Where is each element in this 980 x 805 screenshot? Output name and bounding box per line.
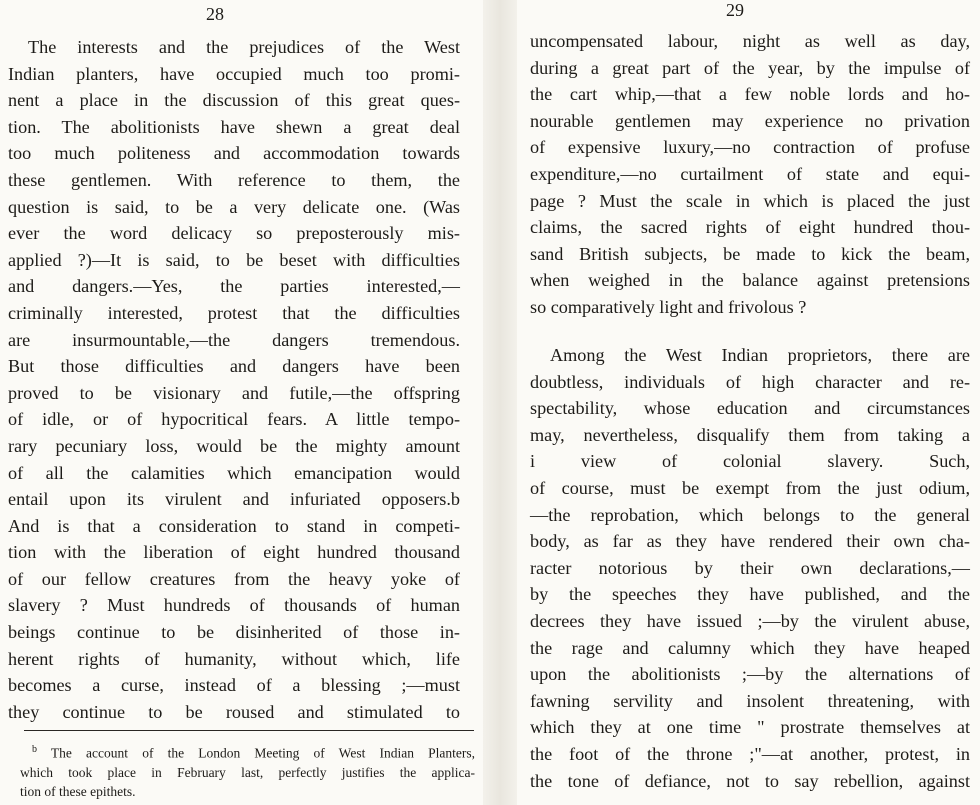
text-line: may, nevertheless, disqualify them from taking a <box>530 424 970 445</box>
text-line: tion. The abolitionists have shewn a great deal <box>8 116 460 137</box>
text-line: decrees they have issued ;—by the virulent abuse, <box>530 610 970 631</box>
text-line: question is said, to be a very delicate one. (Was <box>8 196 460 217</box>
text-line: uncompensated labour, night as well as day, <box>530 31 970 51</box>
text-line: becomes a curse, instead of a blessing ;—must <box>8 675 460 696</box>
text-line: the tone of defiance, not to say rebellion, against <box>530 770 970 791</box>
text-line: of idle, or of hypocritical fears. A little tempo- <box>8 409 460 430</box>
text-line: —the reprobation, which belongs to the general <box>530 504 970 525</box>
footnote-marker: b <box>32 744 37 755</box>
text-line: expenditure,—no curtailment of state and equi- <box>530 163 970 184</box>
text-line: fawning servility and insolent threatening, with <box>530 690 970 711</box>
text-line: and dangers.—Yes, the parties interested,— <box>8 276 460 297</box>
text-line: beings continue to be disinherited of those in- <box>8 622 460 643</box>
text-line: racter notorious by their own declarations,— <box>530 557 970 578</box>
text-line: spectability, whose education and circumstances <box>530 398 970 419</box>
text-line: But those difficulties and dangers have been <box>8 356 460 377</box>
page-number-left: 28 <box>206 4 224 24</box>
text-line: nent a place in the discussion of this great ques- <box>8 90 460 111</box>
text-line: tion with the liberation of eight hundred thousand <box>8 542 460 563</box>
text-line: the rage and calumny which they have heaped <box>530 637 970 658</box>
footnote-text: The account of the London Meeting of West Indian Planters, <box>50 745 475 761</box>
footnote-text: which took place in February last, perfectly justifies the applica- <box>20 764 475 780</box>
text-line: doubtless, individuals of high character and re- <box>530 371 970 392</box>
footnote-line <box>20 782 475 801</box>
text-line: of all the calamities which emancipation would <box>8 462 460 483</box>
footnote-line <box>20 740 475 763</box>
text-line: of expensive luxury,—no contraction of profuse <box>530 137 970 158</box>
footnote <box>20 740 475 801</box>
right-page <box>520 0 980 805</box>
text-line: of course, must be exempt from the just odium, <box>530 477 970 498</box>
text-line: too much politeness and accommodation towards <box>8 143 460 164</box>
text-line: the cart whip,—that a few noble lords and ho- <box>530 84 970 105</box>
text-line: when weighed in the balance against pretensions <box>530 270 970 291</box>
text-line: by the speeches they have published, and the <box>530 584 970 605</box>
text-line: of our fellow creatures from the heavy yoke of <box>8 568 460 589</box>
left-paragraph <box>8 34 460 725</box>
text-line: And is that a consideration to stand in competi- <box>8 515 460 536</box>
text-line: i view of colonial slavery. Such, <box>530 451 970 472</box>
text-line: criminally interested, protest that the difficulties <box>8 302 460 323</box>
text-line: applied ?)—It is said, to be beset with difficulties <box>8 249 460 270</box>
footnote-line <box>20 763 475 782</box>
text-line: herent rights of humanity, without which, life <box>8 648 460 669</box>
right-paragraph-1 <box>530 28 970 321</box>
text-line: The interests and the prejudices of the West <box>28 37 460 57</box>
text-line: which they at one time " prostrate themselves at <box>530 717 970 738</box>
text-line: rary pecuniary loss, would be the mighty amount <box>8 435 460 456</box>
text-line: claims, the sacred rights of eight hundred thou- <box>530 217 970 238</box>
text-line: body, as far as they have rendered their own cha- <box>530 531 970 552</box>
left-page <box>0 0 480 805</box>
text-line: slavery ? Must hundreds of thousands of human <box>8 595 460 616</box>
text-line: sand British subjects, be made to kick the beam, <box>530 243 970 264</box>
book-gutter <box>483 0 517 805</box>
text-line: page ? Must the scale in which is placed the just <box>530 190 970 211</box>
text-line: are insurmountable,—the dangers tremendous. <box>8 329 460 350</box>
text-line: ever the word delicacy so preposterously mis- <box>8 223 460 244</box>
text-line: during a great part of the year, by the impulse of <box>530 57 970 78</box>
text-line: so comparatively light and frivolous ? <box>530 296 807 317</box>
page-number-right: 29 <box>726 0 744 20</box>
footnote-text: tion of these epithets. <box>20 783 136 799</box>
text-line: nourable gentlemen may experience no privation <box>530 110 970 131</box>
text-line: entail upon its virulent and infuriated opposers.b <box>8 489 460 510</box>
text-line: Among the West Indian proprietors, there are <box>550 345 970 365</box>
right-paragraph-2 <box>530 342 970 794</box>
footnote-rule <box>24 730 474 731</box>
text-line: the foot of the throne ;"—at another, protest, in <box>530 743 970 764</box>
text-line: these gentlemen. With reference to them, the <box>8 169 460 190</box>
text-line: proved to be visionary and futile,—the offspring <box>8 382 460 403</box>
text-line: they continue to be roused and stimulated to <box>8 701 460 722</box>
text-line: Indian planters, have occupied much too promi- <box>8 63 460 84</box>
text-line: upon the abolitionists ;—by the alternations of <box>530 664 970 685</box>
